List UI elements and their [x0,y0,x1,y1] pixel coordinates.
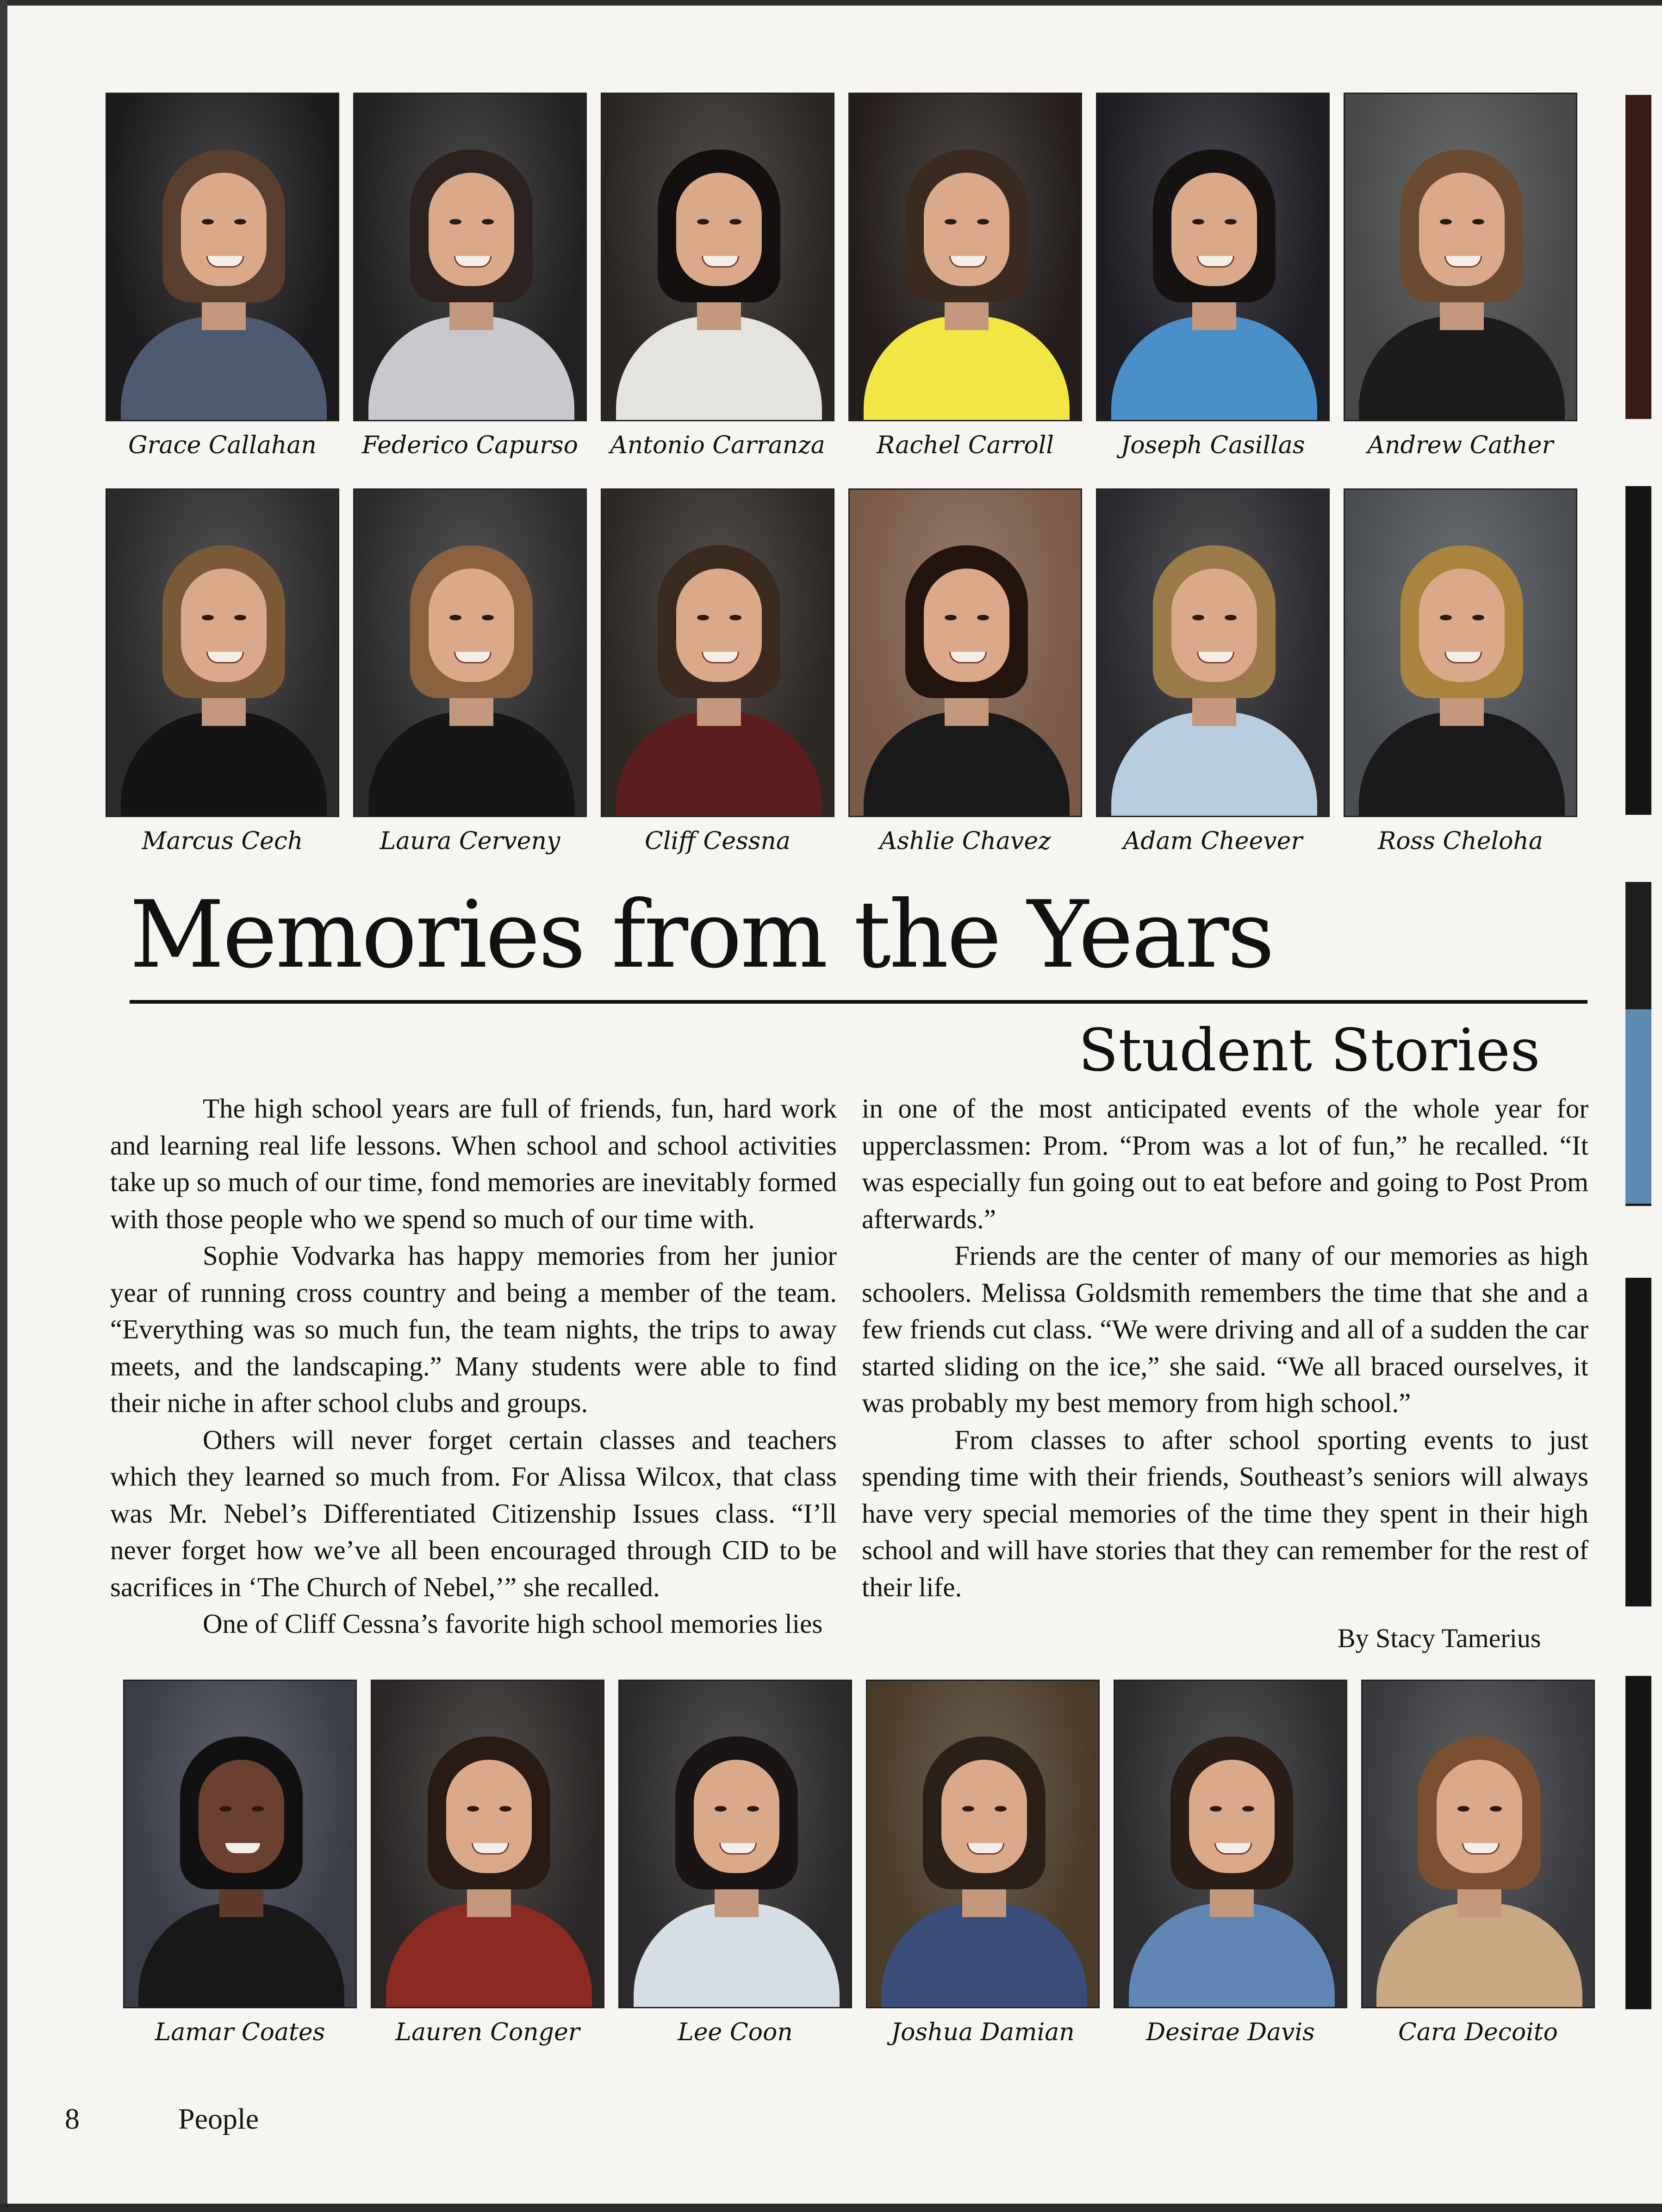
student-portrait [353,93,587,459]
portrait-photo [106,93,339,421]
article-column-right [862,1090,1588,1606]
portrait-row-top [106,93,1577,459]
student-portrait [123,1680,357,2046]
portrait-photo [1344,93,1577,421]
paragraph: Friends are the center of many of our memories as high schoolers. Melissa Goldsmith remembers the time that she and a few friends cut class. “We were driving and all of a sudden the car started sliding on the ice,” she said. “We all braced ourselves, it was probably my best memory from high school.” [862,1240,1588,1418]
paragraph: Others will never forget certain classes and teachers which they learned so much from. For Alissa Wilcox, that class was Mr. Nebel’s Differentiated Citizenship Issues class. “I’ll never forget how we’ve all been encouraged through CID to be sacrifices in ‘The Church of Nebel,’” she recalled. [110,1424,837,1602]
student-portrait [601,93,834,459]
student-name: Rachel Carroll [877,431,1054,459]
student-portrait [106,93,339,459]
portrait-photo [848,93,1082,421]
student-name: Ashlie Chavez [879,827,1051,855]
student-portrait [848,488,1082,855]
student-name: Laura Cerveny [380,827,560,855]
portrait-photo [1096,93,1330,421]
portrait-photo [353,488,587,817]
portrait-photo [848,488,1082,817]
page-edge-strip [1625,1278,1651,1606]
student-name: Joseph Casillas [1120,431,1305,459]
paragraph: The high school years are full of friends, fun, hard work and learning real life lessons. When school and school activities take up so much of our time, fond memories are inevitably formed with those people who we spend so much of our time with. [110,1093,837,1234]
section-name: People [178,2102,259,2135]
paragraph: From classes to after school sporting events to just spending time with their friends, Southeast’s seniors will always have very special memories of the time they spent in their high school and will have stories that they can remember for the rest of their life. [862,1424,1588,1602]
portrait-photo [123,1680,357,2008]
student-name: Cara Decoito [1398,2018,1558,2046]
page-number: 8 [65,2102,80,2135]
portrait-photo [1096,488,1330,817]
student-portrait [866,1680,1100,2046]
student-name: Grace Callahan [128,431,317,459]
student-portrait [1361,1680,1595,2046]
scan-border-left [0,0,7,2212]
student-portrait [106,488,339,855]
page-edge-strip [1625,1676,1651,2009]
student-name: Desirae Davis [1146,2018,1315,2046]
student-name: Lauren Conger [395,2018,580,2046]
student-portrait [848,93,1082,459]
portrait-photo [601,488,834,817]
scan-border-bottom [0,2204,1662,2212]
student-portrait [1096,488,1330,855]
portrait-photo [353,93,587,421]
student-portrait [1114,1680,1347,2046]
student-name: Ross Cheloha [1378,827,1543,855]
student-name: Andrew Cather [1367,431,1554,459]
student-name: Cliff Cessna [645,827,791,855]
page-edge-strip [1625,95,1651,419]
student-portrait [1344,488,1577,855]
student-name: Marcus Cech [142,827,303,855]
byline: By Stacy Tamerius [1338,1623,1541,1653]
student-portrait [1344,93,1577,459]
student-name: Joshua Damian [891,2018,1075,2046]
portrait-photo [1361,1680,1595,2008]
portrait-photo [601,93,834,421]
portrait-row-middle [106,488,1577,855]
page-edge-strip [1625,1009,1651,1204]
paragraph: Sophie Vodvarka has happy memories from her junior year of running cross country and being a member of the team. “Everything was so much fun, the team nights, the trips to away meets, and the landscaping.” Many students were able to find their niche in after school clubs and groups. [110,1240,837,1418]
portrait-photo [866,1680,1100,2008]
article-subtitle: Student Stories [1078,1016,1540,1084]
student-portrait [353,488,587,855]
student-portrait [618,1680,852,2046]
page-edge-strip [1625,486,1651,815]
student-name: Antonio Carranza [610,431,825,459]
paragraph: One of Cliff Cessna’s favorite high school memories lies [203,1608,823,1639]
student-name: Lee Coon [678,2018,793,2046]
scan-border-top [0,0,1662,6]
portrait-photo [618,1680,852,2008]
article-title: Memories from the Years [130,881,1273,989]
article-column-left [110,1090,837,1643]
portrait-photo [106,488,339,817]
title-underline [130,1000,1587,1004]
student-name: Lamar Coates [155,2018,325,2046]
portrait-row-bottom [123,1680,1595,2046]
portrait-photo [1344,488,1577,817]
student-portrait [371,1680,604,2046]
paragraph-continued: in one of the most anticipated events of the whole year for upperclassmen: Prom. “Prom was a lot of fun,” he recalled. “It was especially fun going out to eat before and going to Post Prom afterwards.” [862,1093,1588,1234]
portrait-photo [1114,1680,1347,2008]
student-name: Adam Cheever [1123,827,1303,855]
student-portrait [1096,93,1330,459]
student-name: Federico Capurso [362,431,578,459]
portrait-photo [371,1680,604,2008]
student-portrait [601,488,834,855]
